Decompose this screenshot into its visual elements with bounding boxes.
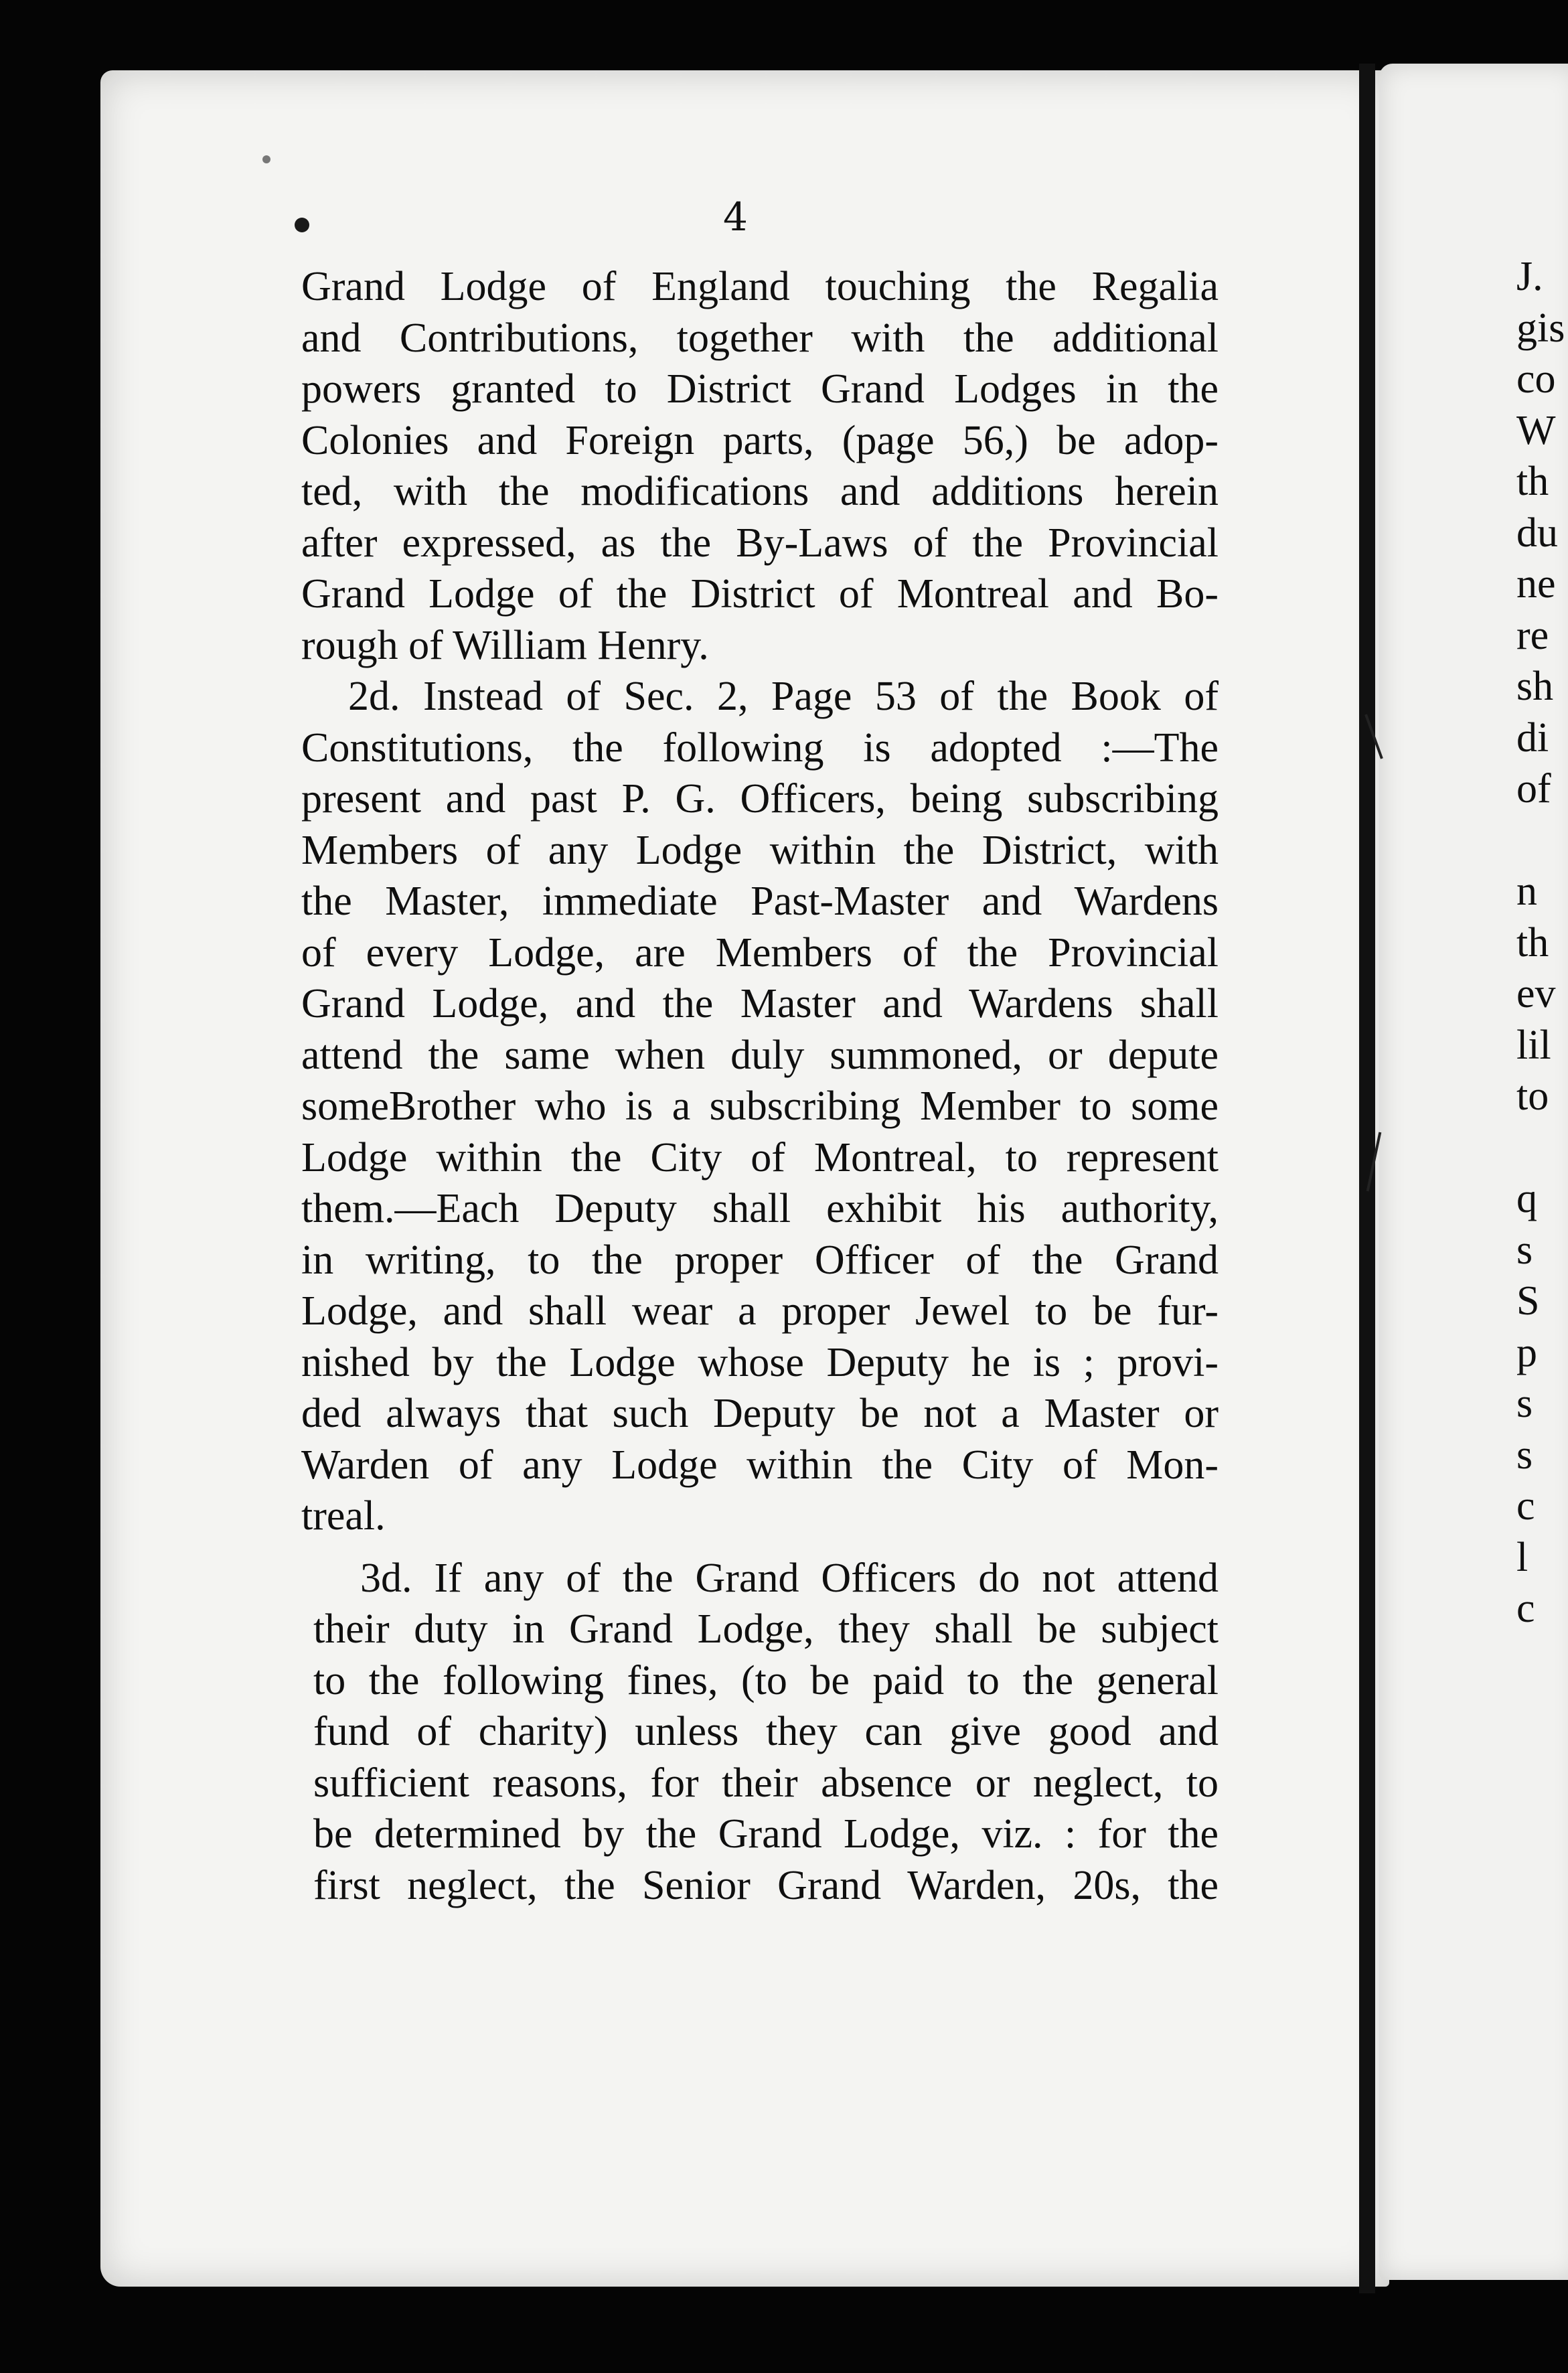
text-line: 2d. Instead of Sec. 2, Page 53 of the Book of — [348, 674, 1219, 719]
facing-text-fragment: co — [1516, 356, 1556, 402]
text-line: and Contributions, together with the additional — [301, 315, 1219, 361]
text-line: their duty in Grand Lodge, they shall be subject — [313, 1606, 1219, 1652]
facing-text-fragment: S — [1516, 1278, 1540, 1324]
facing-text-fragment: ne — [1516, 561, 1556, 607]
facing-text-fragment — [1516, 1122, 1565, 1174]
facing-text-fragment: re — [1516, 612, 1549, 658]
facing-text-fragment: th — [1516, 919, 1549, 966]
facing-text-fragment — [1516, 815, 1565, 866]
text-line: to the following fines, (to be paid to the general — [313, 1657, 1219, 1703]
text-line: Grand Lodge, and the Master and Wardens shall — [301, 981, 1219, 1026]
text-line: them.—Each Deputy shall exhibit his authority, — [301, 1186, 1219, 1231]
text-line: after expressed, as the By-Laws of the Provincial — [301, 520, 1219, 566]
text-line: someBrother who is a subscribing Member to some — [301, 1083, 1219, 1129]
text-line: nished by the Lodge whose Deputy he is ; provi- — [301, 1339, 1219, 1385]
text-line: Lodge, and shall wear a proper Jewel to be fur- — [301, 1288, 1219, 1334]
text-line: Members of any Lodge within the District, with — [301, 827, 1219, 873]
text-line: 3d. If any of the Grand Officers do not attend — [360, 1555, 1219, 1601]
text-line: first neglect, the Senior Grand Warden, 20s, the — [313, 1862, 1219, 1908]
text-line: of every Lodge, are Members of the Provincial — [301, 929, 1219, 976]
facing-text-fragment: q — [1516, 1176, 1537, 1221]
facing-text-fragment: ev — [1516, 971, 1556, 1016]
facing-text-fragment: of — [1516, 766, 1551, 812]
paragraph-3 — [313, 1553, 1219, 1912]
facing-text-fragment: n — [1516, 868, 1537, 914]
text-line: Colonies and Foreign parts, (page 56,) be adop- — [301, 417, 1219, 463]
facing-text-fragment: J. — [1516, 254, 1543, 299]
text-line: Constitutions, the following is adopted :—The — [301, 724, 1219, 771]
facing-text-fragment: s — [1516, 1227, 1533, 1273]
facing-text-fragment: W — [1516, 407, 1556, 453]
text-line: in writing, to the proper Officer of the Grand — [301, 1237, 1219, 1283]
text-line: Warden of any Lodge within the City of Mon- — [301, 1442, 1219, 1488]
text-line: attend the same when duly summoned, or depute — [301, 1032, 1219, 1078]
facing-text-fragment: sh — [1516, 664, 1554, 709]
paragraph-2 — [301, 671, 1219, 1542]
paragraph-1 — [301, 261, 1219, 671]
facing-text-fragment: gis — [1516, 305, 1565, 351]
text-line: the Master, immediate Past-Master and Wardens — [301, 878, 1219, 924]
text-line: fund of charity) unless they can give good and — [313, 1709, 1219, 1754]
ink-speck — [262, 155, 270, 163]
text-line: Grand Lodge of England touching the Regalia — [301, 264, 1219, 309]
facing-text-fragment: l — [1516, 1534, 1528, 1580]
facing-text-fragment: to — [1516, 1073, 1549, 1119]
facing-text-fragment: c — [1516, 1483, 1535, 1529]
page-number: 4 — [723, 194, 748, 240]
facing-text-fragment: p — [1516, 1329, 1537, 1375]
text-line: Grand Lodge of the District of Montreal and Bo- — [301, 571, 1219, 617]
facing-text-fragment: s — [1516, 1432, 1533, 1478]
text-line: ded always that such Deputy be not a Master or — [301, 1391, 1219, 1436]
facing-text-fragment: s — [1516, 1381, 1533, 1426]
text-line: sufficient reasons, for their absence or neglect, to — [313, 1760, 1219, 1806]
facing-text-fragment: lil — [1516, 1022, 1551, 1068]
body-text — [301, 261, 1219, 1911]
text-line: rough of William Henry. — [301, 622, 709, 668]
ink-spot — [295, 218, 309, 232]
text-line: powers granted to District Grand Lodges in the — [301, 366, 1219, 412]
facing-page-text — [1516, 251, 1565, 1634]
text-line: Lodge within the City of Montreal, to represent — [301, 1134, 1219, 1180]
text-line: present and past P. G. Officers, being subscribing — [301, 776, 1219, 822]
facing-text-fragment: th — [1516, 459, 1549, 504]
text-line: be determined by the Grand Lodge, viz. : for the — [313, 1811, 1219, 1857]
text-line: treal. — [301, 1493, 386, 1539]
paragraph-spacer — [301, 1542, 1219, 1553]
facing-text-fragment: c — [1516, 1586, 1535, 1631]
facing-text-fragment: du — [1516, 510, 1558, 556]
text-line: ted, with the modifications and additions herein — [301, 469, 1219, 514]
book-gutter — [1359, 64, 1375, 2293]
facing-text-fragment: di — [1516, 714, 1549, 761]
